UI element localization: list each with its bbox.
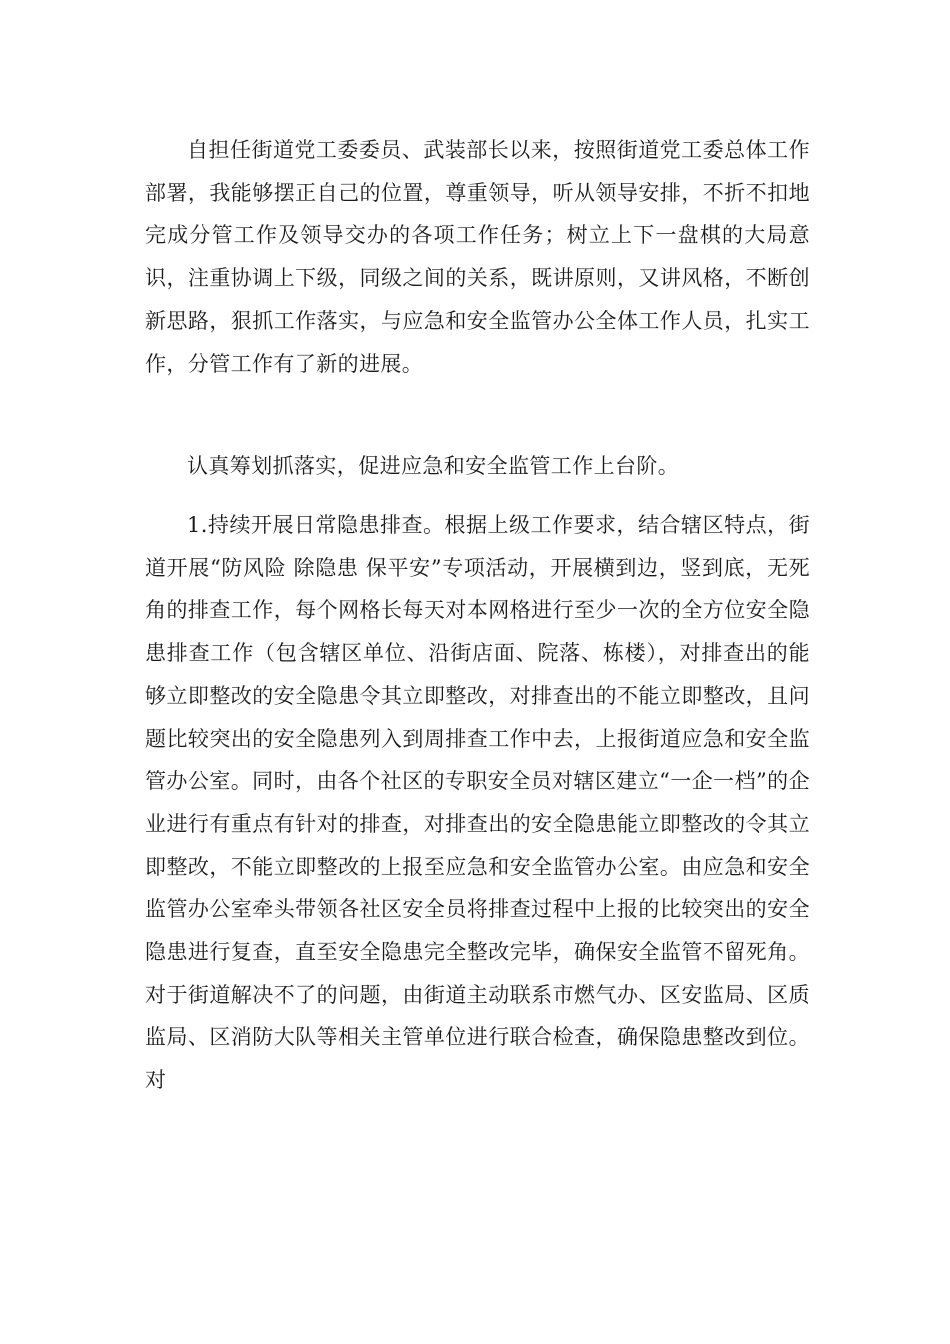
paragraph-intro: 自担任街道党工委委员、武装部长以来，按照街道党工委总体工作部署，我能够摆正自己的位置，尊重领导，听从领导安排，不折不扣地完成分管工作及领导交办的各项工作任务；树立上下一盘棋的大局意识，注重协调上下级，同级之间的关系，既讲原则，又讲风格，不断创新思路，狠抓工作落实，与应急和安全监管办公全体工作人员，扎实工作，分管工作有了新的进展。	[145, 138, 810, 376]
paragraph-item-1: 1.持续开展日常隐患排查。根据上级工作要求，结合辖区特点，街道开展“防风险 除隐患 保平安”专项活动，开展横到边，竖到底，无死角的排查工作，每个网格长每天对本网格进行至少一次的全方位安全隐患排查工作（包含辖区单位、沿街店面、院落、栋楼），对排查出的能够立即整改的安全隐患令其立即整改，对排查出的不能立即整改，且问题比较突出的安全隐患列入到周排查工作中去，上报街道应急和安全监管办公室。同时，由各个社区的专职安全员对辖区建立“一企一档”的企业进行有重点有针对的排查，对排查出的安全隐患能立即整改的令其立即整改，不能立即整改的上报至应急和安全监管办公室。由应急和安全监管办公室牵头带领各社区安全员将排查过程中上报的比较突出的安全隐患进行复查，直至安全隐患完全整改完毕，确保安全监管不留死角。对于街道解决不了的问题，由街道主动联系市燃气办、区安监局、区质监局、区消防大队等相关主管单位进行联合检查，确保隐患整改到位。对	[145, 513, 810, 1093]
paragraph-heading: 认真筹划抓落实，促进应急和安全监管工作上台阶。	[187, 454, 680, 478]
